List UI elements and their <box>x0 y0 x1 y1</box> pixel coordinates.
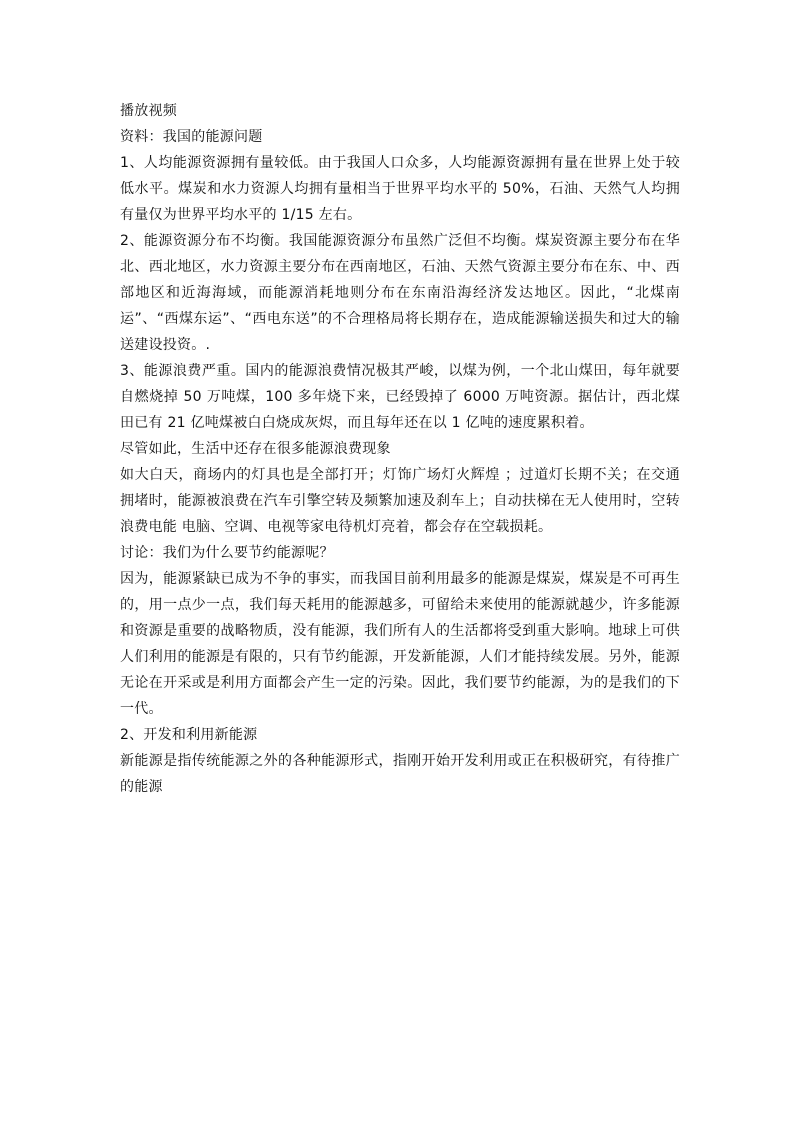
paragraph-material-heading: 资料：我国的能源问题 <box>120 129 263 145</box>
paragraph-point-1: 1、人均能源资源拥有量较低。由于我国人口众多，人均能源资源拥有量在世界上处于较低水平。煤炭和水力资源人均拥有量相当于世界平均水平的 50%，石油、天然气人均拥有量仅为世界平均水平的 1/15 左右。 <box>120 155 680 223</box>
paragraph-waste-intro: 尽管如此，生活中还存在很多能源浪费现象 <box>120 441 391 457</box>
paragraph-point-2: 2、能源资源分布不均衡。我国能源资源分布虽然广泛但不均衡。煤炭资源主要分布在华北、西北地区，水力资源主要分布在西南地区，石油、天然气资源主要分布在东、中、西部地区和近海海域，而能源消耗地则分布在东南沿海经济发达地区。因此，“北煤南运”、“西煤东运”、“西电东送”的不合理格局将长期存在，造成能源输送损失和过大的输送建设投资。. <box>120 233 680 353</box>
document-body <box>120 98 680 800</box>
paragraph-new-energy: 新能源是指传统能源之外的各种能源形式，指刚开始开发利用或正在积极研究，有待推广的能源 <box>120 753 680 795</box>
paragraph-point-3: 3、能源浪费严重。国内的能源浪费情况极其严峻，以煤为例，一个北山煤田，每年就要自燃烧掉 50 万吨煤，100 多年烧下来，已经毁掉了 6000 万吨资源。据估计，西北煤田已有 21 亿吨煤被白白烧成灰烬，而且每年还在以 1 亿吨的速度累积着。 <box>120 363 680 431</box>
paragraph-waste-examples: 如大白天，商场内的灯具也是全部打开；灯饰广场灯火辉煌 ；过道灯长期不关；在交通拥堵时，能源被浪费在汽车引擎空转及频繁加速及刹车上；自动扶梯在无人使用时，空转浪费电能 电脑、空调、电视等家电待机灯亮着，都会存在空载损耗。 <box>120 467 680 535</box>
paragraph-play-video: 播放视频 <box>120 103 177 119</box>
paragraph-section-2: 2、开发和利用新能源 <box>120 727 258 743</box>
paragraph-discussion: 讨论：我们为什么要节约能源呢？ <box>120 545 334 561</box>
paragraph-reason: 因为，能源紧缺已成为不争的事实，而我国目前利用最多的能源是煤炭，煤炭是不可再生的，用一点少一点，我们每天耗用的能源越多，可留给未来使用的能源就越少，许多能源和资源是重要的战略物质，没有能源，我们所有人的生活都将受到重大影响。地球上可供人们利用的能源是有限的，只有节约能源，开发新能源，人们才能持续发展。另外，能源无论在开采或是利用方面都会产生一定的污染。因此，我们要节约能源，为的是我们的下一代。 <box>120 571 680 717</box>
